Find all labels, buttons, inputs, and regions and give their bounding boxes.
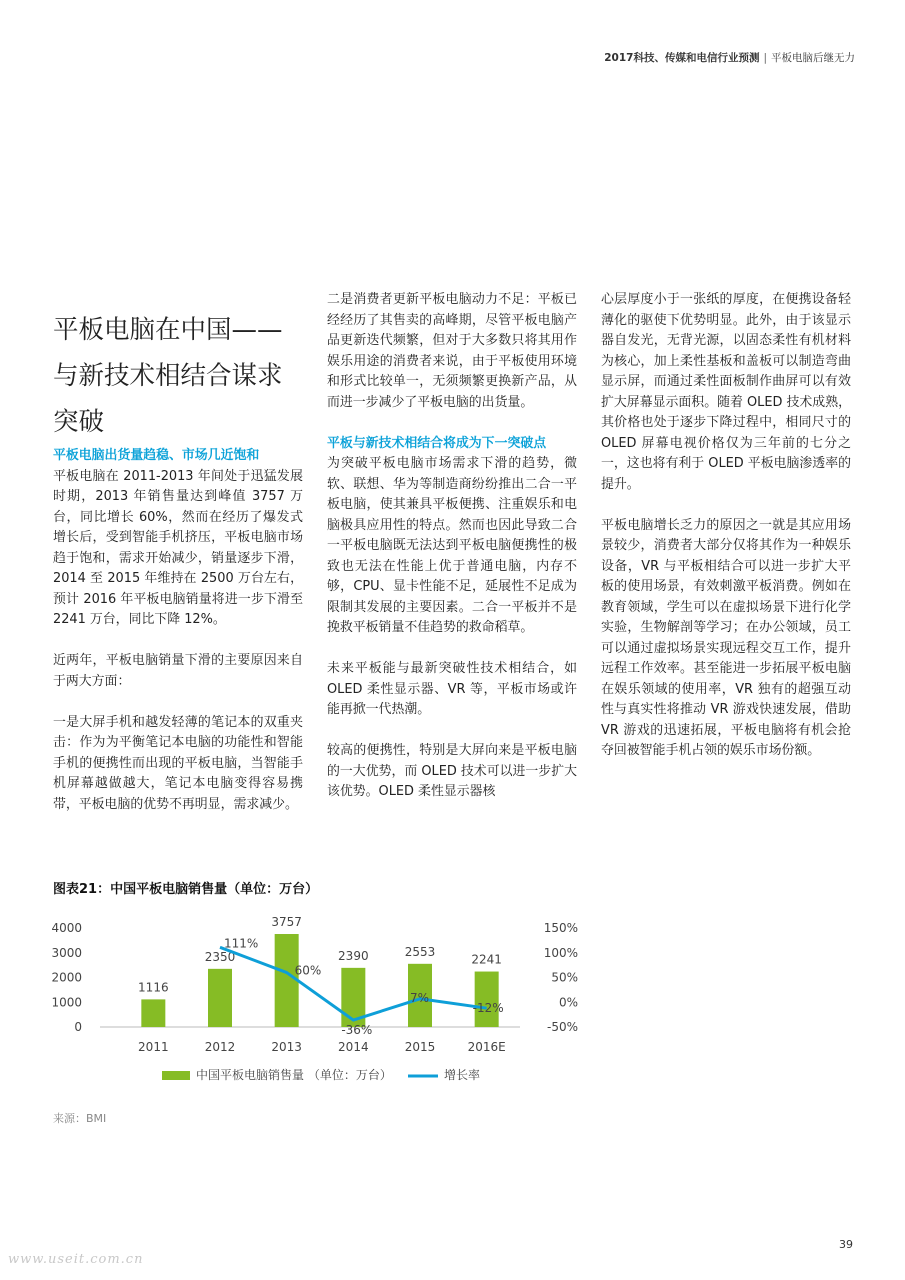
y-left-tick-label: 1000 [51, 995, 82, 1010]
paragraph: 为突破平板电脑市场需求下滑的趋势，微软、联想、华为等制造商纷纷推出二合一平板电脑，使其兼具平板便携、注重娱乐和电脑极具应用性的特点。然而也因此导致二合一平板电脑既无法达到平板电脑便携性的极致也无法在性能上优于普通电脑，内存不够，CPU、显卡性能不足，延展性不足成为限制其发展的主要因素。二合一平板并不是挽救平板销量不佳趋势的救命稻草。 [327, 456, 577, 635]
bar-value-label: 2553 [404, 944, 436, 959]
legend-bar-label: 中国平板电脑销售量 （单位：万台） [196, 1068, 392, 1082]
y-left-tick-label: 3000 [51, 945, 82, 960]
bar [208, 969, 232, 1027]
header-separator: | [763, 52, 767, 64]
sales-chart [40, 900, 600, 1100]
text-column-3 [601, 290, 851, 782]
bar-value-label: 1116 [138, 980, 169, 995]
legend-line-label: 增长率 [444, 1068, 481, 1082]
paragraph: 平板电脑在 2011-2013 年间处于迅猛发展时期，2013 年销售量达到峰值 3757 万台，同比增长 60%，然而在经历了爆发式增长后，受到智能手机挤压，平板电脑市场趋于饱和，需求开始减少，销量逐步下滑，2014 至 2015 年维持在 2500 万台左右，预计 2016 年平板电脑销量将进一步下滑至 2241 万台，同比下降 12%。 [53, 468, 303, 627]
paragraph: 较高的便携性，特别是大屏向来是平板电脑的一大优势，而 OLED 技术可以进一步扩大该优势。OLED 柔性显示器核 [327, 743, 577, 799]
x-tick-label: 2011 [138, 1040, 169, 1054]
x-tick-label: 2012 [204, 1040, 236, 1054]
page-number: 39 [839, 1238, 853, 1251]
paragraph: 未来平板能与最新突破性技术相结合，如 OLED 柔性显示器、VR 等，平板市场或许能再掀一代热潮。 [327, 661, 577, 717]
text-column-2 [327, 290, 577, 823]
line-value-label: -12% [472, 1001, 504, 1016]
line-value-label: 111% [224, 936, 259, 951]
x-tick-label: 2014 [338, 1040, 369, 1054]
figure-title: 图表21：中国平板电脑销售量（单位：万台） [53, 882, 319, 897]
bar [141, 999, 165, 1027]
paragraph: 近两年，平板电脑销量下滑的主要原因来自于两大方面： [53, 653, 303, 689]
paragraph: 一是大屏手机和越发轻薄的笔记本的双重夹击：作为为平衡笔记本电脑的功能性和智能手机的便携性而出现的平板电脑，当智能手机屏幕越做越大，笔记本电脑变得容易携带，平板电脑的优势不再明显，需求减少。 [53, 714, 303, 812]
y-right-tick-label: 150% [543, 921, 578, 935]
x-tick-label: 2016E [467, 1040, 506, 1054]
watermark: www.useit.com.cn [8, 1252, 144, 1267]
text-column-1 [53, 446, 303, 836]
y-right-tick-label: 0% [558, 995, 578, 1010]
y-right-tick-label: 100% [543, 945, 578, 960]
bar-value-label: 2241 [471, 952, 502, 967]
x-tick-label: 2013 [271, 1040, 302, 1054]
y-left-tick-label: 2000 [51, 970, 82, 985]
y-left-tick-label: 4000 [51, 921, 82, 935]
bar-value-label: 2350 [204, 949, 236, 964]
bar-value-label: 2390 [338, 948, 369, 963]
paragraph: 心层厚度小于一张纸的厚度，在便携设备轻薄化的驱使下优势明显。此外，由于该显示器自发光，无背光源，以固态柔性有机材料为核心，加上柔性基板和盖板可以制造弯曲显示屏，而通过柔性面板制作曲屏可以有效扩大屏幕显示面积。随着 OLED 技术成熟，其价格也处于逐步下降过程中，相同尺寸的 OLED 屏幕电视价格仅为三年前的七分之一，这也将有利于 OLED 平板电脑渗透率的提升。 [601, 292, 851, 492]
paragraph: 平板电脑增长乏力的原因之一就是其应用场景较少，消费者大部分仅将其作为一种娱乐设备，VR 与平板相结合可以进一步扩大平板的使用场景，有效刺激平板消费。例如在教育领域，学生可以在虚拟场景下进行化学实验，生物解剖等学习；在办公领域，员工可以通过虚拟场景实现远程交互工作，提升远程工作效率。甚至能进一步拓展平板电脑在娱乐领域的使用率，VR 独有的超强互动性与真实性将推动 VR 游戏快速发展，借助 VR 游戏的迅速拓展，平板电脑将有机会抢夺回被智能手机占领的娱乐市场份额。 [601, 517, 851, 758]
section-title: 平板电脑后继无力 [771, 52, 855, 64]
section-heading-saturation: 平板电脑出货量趋稳、市场几近饱和 [53, 448, 260, 463]
article-title: 平板电脑在中国——与新技术相结合谋求突破 [53, 315, 283, 438]
bar [475, 972, 499, 1027]
bar [275, 934, 299, 1027]
line-value-label: 60% [294, 963, 322, 978]
legend-bar-swatch [162, 1071, 190, 1080]
bar-value-label: 3757 [271, 915, 302, 930]
x-tick-label: 2015 [404, 1040, 436, 1054]
line-value-label: -36% [341, 1023, 373, 1038]
figure-source: 来源：BMI [53, 1112, 107, 1125]
paragraph: 二是消费者更新平板电脑动力不足：平板已经经历了其售卖的高峰期，尽管平板电脑产品更新迭代频繁，但对于大多数只将其用作娱乐用途的消费者来说，由于平板使用环境和形式比较单一，无须频繁更换新产品，从而进一步减少了平板电脑的出货量。 [327, 292, 577, 410]
running-header [604, 50, 855, 65]
report-title: 2017科技、传媒和电信行业预测 [604, 52, 760, 64]
y-right-tick-label: -50% [546, 1020, 578, 1034]
section-heading-breakthrough: 平板与新技术相结合将成为下一突破点 [327, 435, 547, 451]
y-left-tick-label: 0 [74, 1020, 82, 1034]
line-value-label: 7% [410, 990, 430, 1005]
y-right-tick-label: 50% [551, 970, 578, 985]
